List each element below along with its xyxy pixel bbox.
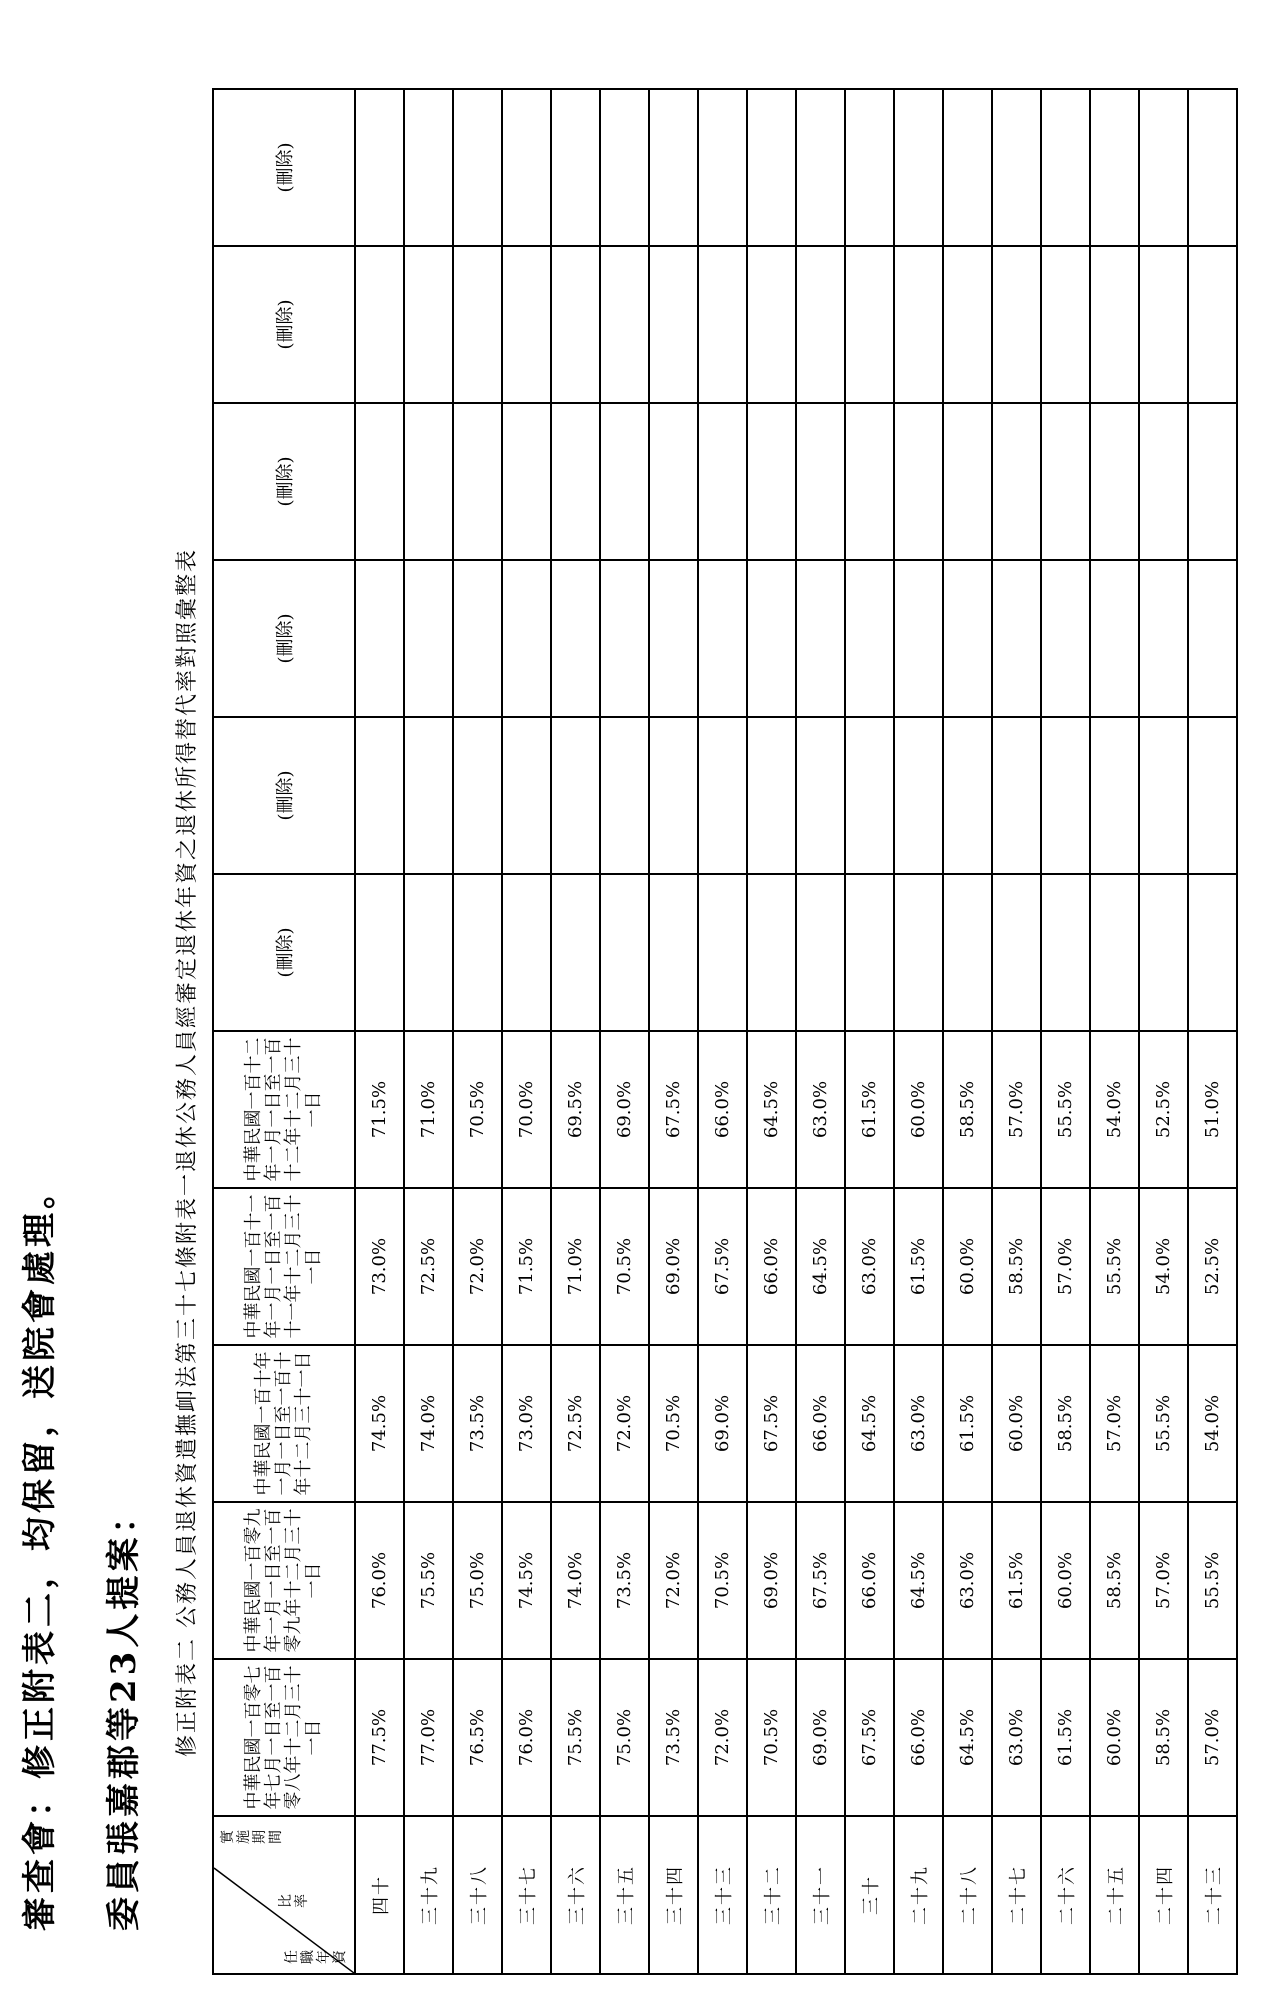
corner-period-label: 實施期間 (220, 1830, 284, 1844)
deleted-period-header: (刪除) (213, 89, 355, 246)
deleted-period-header: (刪除) (213, 246, 355, 403)
table-row (600, 89, 649, 1974)
empty-cell (1041, 89, 1090, 246)
rate-cell: 60.0% (992, 1345, 1041, 1502)
rate-cell: 60.0% (1041, 1502, 1090, 1659)
corner-rate-label: 比率 (278, 1894, 310, 1908)
rate-cell: 54.0% (1188, 1345, 1237, 1502)
rate-cell: 54.0% (1139, 1188, 1188, 1345)
empty-cell (796, 874, 845, 1031)
empty-cell (502, 874, 551, 1031)
empty-cell (1188, 89, 1237, 246)
table-row (747, 89, 796, 1974)
empty-cell (404, 560, 453, 717)
rate-cell: 70.0% (502, 1031, 551, 1188)
rate-cell: 73.5% (649, 1659, 698, 1816)
rate-cell: 73.0% (502, 1345, 551, 1502)
empty-cell (894, 874, 943, 1031)
rate-cell: 67.5% (845, 1659, 894, 1816)
rate-cell: 72.0% (453, 1188, 502, 1345)
table-row (649, 89, 698, 1974)
empty-cell (943, 717, 992, 874)
empty-cell (698, 874, 747, 1031)
service-years-cell: 二十三 (1188, 1816, 1237, 1974)
rate-cell: 51.0% (1188, 1031, 1237, 1188)
rate-cell: 76.0% (355, 1502, 404, 1659)
table-row (355, 89, 404, 1974)
empty-cell (796, 403, 845, 560)
empty-cell (404, 89, 453, 246)
service-years-cell: 三十八 (453, 1816, 502, 1974)
empty-cell (992, 560, 1041, 717)
corner-years-label: 任職年資 (284, 1950, 348, 1964)
empty-cell (1090, 560, 1139, 717)
rate-cell: 57.0% (1090, 1345, 1139, 1502)
empty-cell (600, 874, 649, 1031)
service-years-cell: 二十六 (1041, 1816, 1090, 1974)
empty-cell (502, 246, 551, 403)
rate-cell: 64.5% (747, 1031, 796, 1188)
empty-cell (649, 717, 698, 874)
empty-cell (355, 874, 404, 1031)
empty-cell (992, 89, 1041, 246)
rate-cell: 58.5% (1090, 1502, 1139, 1659)
rate-cell: 61.5% (1041, 1659, 1090, 1816)
empty-cell (600, 717, 649, 874)
rate-cell: 73.5% (453, 1345, 502, 1502)
period-header: 中華民國一百十二年一月一日至一百十二年十二月三十一日 (213, 1031, 355, 1188)
rate-cell: 69.0% (698, 1345, 747, 1502)
empty-cell (845, 246, 894, 403)
empty-cell (943, 89, 992, 246)
rate-cell: 52.5% (1139, 1031, 1188, 1188)
empty-cell (796, 89, 845, 246)
table-row (551, 89, 600, 1974)
empty-cell (1139, 717, 1188, 874)
empty-cell (551, 403, 600, 560)
corner-cell (213, 1816, 355, 1974)
rate-cell: 70.5% (600, 1188, 649, 1345)
empty-cell (453, 89, 502, 246)
rate-cell: 71.0% (404, 1031, 453, 1188)
rate-cell: 55.5% (1041, 1031, 1090, 1188)
empty-cell (992, 717, 1041, 874)
rate-cell: 63.0% (943, 1502, 992, 1659)
rate-cell: 60.0% (894, 1031, 943, 1188)
table-row (453, 89, 502, 1974)
empty-cell (1188, 717, 1237, 874)
service-years-cell: 二十八 (943, 1816, 992, 1974)
table-caption: 修正附表二 公務人員退休資遣撫卹法第三十七條附表一退休公務人員經審定退休年資之退休所得替代率對照彙整表 (175, 548, 200, 1757)
empty-cell (600, 403, 649, 560)
rate-cell: 69.5% (551, 1031, 600, 1188)
empty-cell (355, 717, 404, 874)
rate-cell: 61.5% (845, 1031, 894, 1188)
rate-cell: 66.0% (845, 1502, 894, 1659)
empty-cell (1041, 403, 1090, 560)
empty-cell (992, 246, 1041, 403)
empty-cell (698, 717, 747, 874)
empty-cell (698, 403, 747, 560)
rate-cell: 74.5% (355, 1345, 404, 1502)
empty-cell (1041, 874, 1090, 1031)
rate-cell: 61.5% (992, 1502, 1041, 1659)
rate-cell: 72.5% (404, 1188, 453, 1345)
empty-cell (355, 403, 404, 560)
rate-cell: 57.0% (1139, 1502, 1188, 1659)
period-header: 中華民國一百十年一月一日至一百十年十二月三十一日 (213, 1345, 355, 1502)
empty-cell (1188, 874, 1237, 1031)
empty-cell (355, 560, 404, 717)
rate-cell: 75.0% (453, 1502, 502, 1659)
rate-cell: 55.5% (1090, 1188, 1139, 1345)
rate-cell: 70.5% (453, 1031, 502, 1188)
table-row (992, 89, 1041, 1974)
service-years-cell: 三十三 (698, 1816, 747, 1974)
rate-cell: 71.5% (355, 1031, 404, 1188)
empty-cell (992, 874, 1041, 1031)
empty-cell (747, 717, 796, 874)
empty-cell (453, 874, 502, 1031)
rate-cell: 64.5% (894, 1502, 943, 1659)
empty-cell (1188, 560, 1237, 717)
empty-cell (747, 403, 796, 560)
empty-cell (796, 717, 845, 874)
rate-cell: 67.5% (796, 1502, 845, 1659)
service-years-cell: 二十五 (1090, 1816, 1139, 1974)
empty-cell (649, 89, 698, 246)
empty-cell (551, 874, 600, 1031)
rate-cell: 74.0% (404, 1345, 453, 1502)
table-row (404, 89, 453, 1974)
rate-cell: 70.5% (698, 1502, 747, 1659)
empty-cell (551, 560, 600, 717)
empty-cell (992, 403, 1041, 560)
empty-cell (943, 403, 992, 560)
empty-cell (845, 89, 894, 246)
empty-cell (747, 89, 796, 246)
empty-cell (1139, 560, 1188, 717)
service-years-cell: 三十 (845, 1816, 894, 1974)
empty-cell (1139, 403, 1188, 560)
rate-cell: 70.5% (747, 1659, 796, 1816)
rate-cell: 61.5% (943, 1345, 992, 1502)
table-row (894, 89, 943, 1974)
table-row (943, 89, 992, 1974)
empty-cell (404, 874, 453, 1031)
rate-cell: 75.0% (600, 1659, 649, 1816)
empty-cell (355, 89, 404, 246)
table-row (1090, 89, 1139, 1974)
deleted-period-header: (刪除) (213, 874, 355, 1031)
service-years-cell: 三十五 (600, 1816, 649, 1974)
empty-cell (502, 403, 551, 560)
empty-cell (894, 89, 943, 246)
empty-cell (649, 403, 698, 560)
empty-cell (1139, 874, 1188, 1031)
rate-cell: 67.5% (747, 1345, 796, 1502)
rate-cell: 71.0% (551, 1188, 600, 1345)
rate-cell: 75.5% (551, 1659, 600, 1816)
rate-cell: 58.5% (1041, 1345, 1090, 1502)
rate-cell: 63.0% (894, 1345, 943, 1502)
table-row (796, 89, 845, 1974)
rate-cell: 71.5% (502, 1188, 551, 1345)
rate-cell: 63.0% (992, 1659, 1041, 1816)
service-years-cell: 二十九 (894, 1816, 943, 1974)
deleted-period-header: (刪除) (213, 560, 355, 717)
empty-cell (894, 403, 943, 560)
review-result-line: 審查會：修正附表二，均保留，送院會處理。 (20, 1171, 60, 1931)
empty-cell (551, 246, 600, 403)
empty-cell (1139, 89, 1188, 246)
rate-cell: 66.0% (747, 1188, 796, 1345)
empty-cell (1090, 403, 1139, 560)
rate-cell: 72.0% (600, 1345, 649, 1502)
rate-cell: 64.5% (796, 1188, 845, 1345)
rate-cell: 72.0% (649, 1502, 698, 1659)
table-row (502, 89, 551, 1974)
header-row (213, 89, 355, 1974)
empty-cell (1041, 560, 1090, 717)
rate-cell: 55.5% (1139, 1345, 1188, 1502)
rate-cell: 74.0% (551, 1502, 600, 1659)
table-row (1188, 89, 1237, 1974)
service-years-cell: 三十九 (404, 1816, 453, 1974)
empty-cell (845, 874, 894, 1031)
empty-cell (796, 246, 845, 403)
empty-cell (698, 560, 747, 717)
table-row (1041, 89, 1090, 1974)
empty-cell (649, 560, 698, 717)
rate-cell: 64.5% (845, 1345, 894, 1502)
rate-cell: 54.0% (1090, 1031, 1139, 1188)
empty-cell (943, 874, 992, 1031)
rate-cell: 61.5% (894, 1188, 943, 1345)
rate-cell: 70.5% (649, 1345, 698, 1502)
empty-cell (1041, 246, 1090, 403)
empty-cell (943, 560, 992, 717)
table-row (845, 89, 894, 1974)
empty-cell (453, 403, 502, 560)
empty-cell (1188, 246, 1237, 403)
period-header: 中華民國一百零九年一月一日至一百零九年十二月三十一日 (213, 1502, 355, 1659)
service-years-cell: 三十六 (551, 1816, 600, 1974)
empty-cell (502, 89, 551, 246)
empty-cell (796, 560, 845, 717)
rate-cell: 58.5% (943, 1031, 992, 1188)
empty-cell (845, 403, 894, 560)
rate-cell: 67.5% (698, 1188, 747, 1345)
replacement-rate-table (212, 88, 1238, 1975)
rate-cell: 72.5% (551, 1345, 600, 1502)
rate-cell: 57.0% (992, 1031, 1041, 1188)
deleted-period-header: (刪除) (213, 717, 355, 874)
empty-cell (1090, 246, 1139, 403)
empty-cell (649, 246, 698, 403)
empty-cell (649, 874, 698, 1031)
rate-cell: 77.0% (404, 1659, 453, 1816)
empty-cell (600, 246, 649, 403)
rate-cell: 63.0% (796, 1031, 845, 1188)
empty-cell (355, 246, 404, 403)
empty-cell (698, 246, 747, 403)
rate-cell: 69.0% (747, 1502, 796, 1659)
rate-cell: 52.5% (1188, 1188, 1237, 1345)
rate-cell: 73.0% (355, 1188, 404, 1345)
rate-cell: 74.5% (502, 1502, 551, 1659)
period-header: 中華民國一百十一年一月一日至一百十一年十二月三十一日 (213, 1188, 355, 1345)
service-years-cell: 二十七 (992, 1816, 1041, 1974)
empty-cell (453, 246, 502, 403)
deleted-period-header: (刪除) (213, 403, 355, 560)
rate-cell: 58.5% (1139, 1659, 1188, 1816)
service-years-cell: 三十四 (649, 1816, 698, 1974)
empty-cell (600, 89, 649, 246)
rate-cell: 66.0% (894, 1659, 943, 1816)
rate-cell: 69.0% (600, 1031, 649, 1188)
service-years-cell: 三十二 (747, 1816, 796, 1974)
rate-cell: 63.0% (845, 1188, 894, 1345)
empty-cell (1090, 717, 1139, 874)
rate-cell: 67.5% (649, 1031, 698, 1188)
rate-cell: 60.0% (1090, 1659, 1139, 1816)
period-header: 中華民國一百零七年七月一日至一百零八年十二月三十一日 (213, 1659, 355, 1816)
empty-cell (404, 403, 453, 560)
empty-cell (551, 717, 600, 874)
empty-cell (698, 89, 747, 246)
empty-cell (502, 560, 551, 717)
empty-cell (845, 560, 894, 717)
empty-cell (1041, 717, 1090, 874)
rate-cell: 72.0% (698, 1659, 747, 1816)
proposal-line: 委員張嘉郡等23人提案： (104, 1495, 144, 1931)
rate-cell: 66.0% (796, 1345, 845, 1502)
empty-cell (404, 246, 453, 403)
rate-cell: 60.0% (943, 1188, 992, 1345)
empty-cell (502, 717, 551, 874)
rate-cell: 76.5% (453, 1659, 502, 1816)
empty-cell (1090, 874, 1139, 1031)
table-row (1139, 89, 1188, 1974)
empty-cell (943, 246, 992, 403)
empty-cell (1188, 403, 1237, 560)
service-years-cell: 三十七 (502, 1816, 551, 1974)
empty-cell (894, 560, 943, 717)
empty-cell (551, 89, 600, 246)
rate-cell: 73.5% (600, 1502, 649, 1659)
rate-cell: 69.0% (649, 1188, 698, 1345)
empty-cell (845, 717, 894, 874)
rate-cell: 57.0% (1041, 1188, 1090, 1345)
rate-cell: 75.5% (404, 1502, 453, 1659)
rate-cell: 66.0% (698, 1031, 747, 1188)
service-years-cell: 四十 (355, 1816, 404, 1974)
rate-cell: 69.0% (796, 1659, 845, 1816)
empty-cell (747, 560, 796, 717)
empty-cell (453, 560, 502, 717)
rate-cell: 55.5% (1188, 1502, 1237, 1659)
empty-cell (600, 560, 649, 717)
rate-cell: 64.5% (943, 1659, 992, 1816)
empty-cell (747, 246, 796, 403)
empty-cell (747, 874, 796, 1031)
empty-cell (1139, 246, 1188, 403)
service-years-cell: 二十四 (1139, 1816, 1188, 1974)
empty-cell (404, 717, 453, 874)
empty-cell (1090, 89, 1139, 246)
empty-cell (894, 246, 943, 403)
service-years-cell: 三十一 (796, 1816, 845, 1974)
rate-cell: 58.5% (992, 1188, 1041, 1345)
empty-cell (453, 717, 502, 874)
rate-cell: 76.0% (502, 1659, 551, 1816)
rate-cell: 77.5% (355, 1659, 404, 1816)
empty-cell (894, 717, 943, 874)
table-row (698, 89, 747, 1974)
rate-cell: 57.0% (1188, 1659, 1237, 1816)
